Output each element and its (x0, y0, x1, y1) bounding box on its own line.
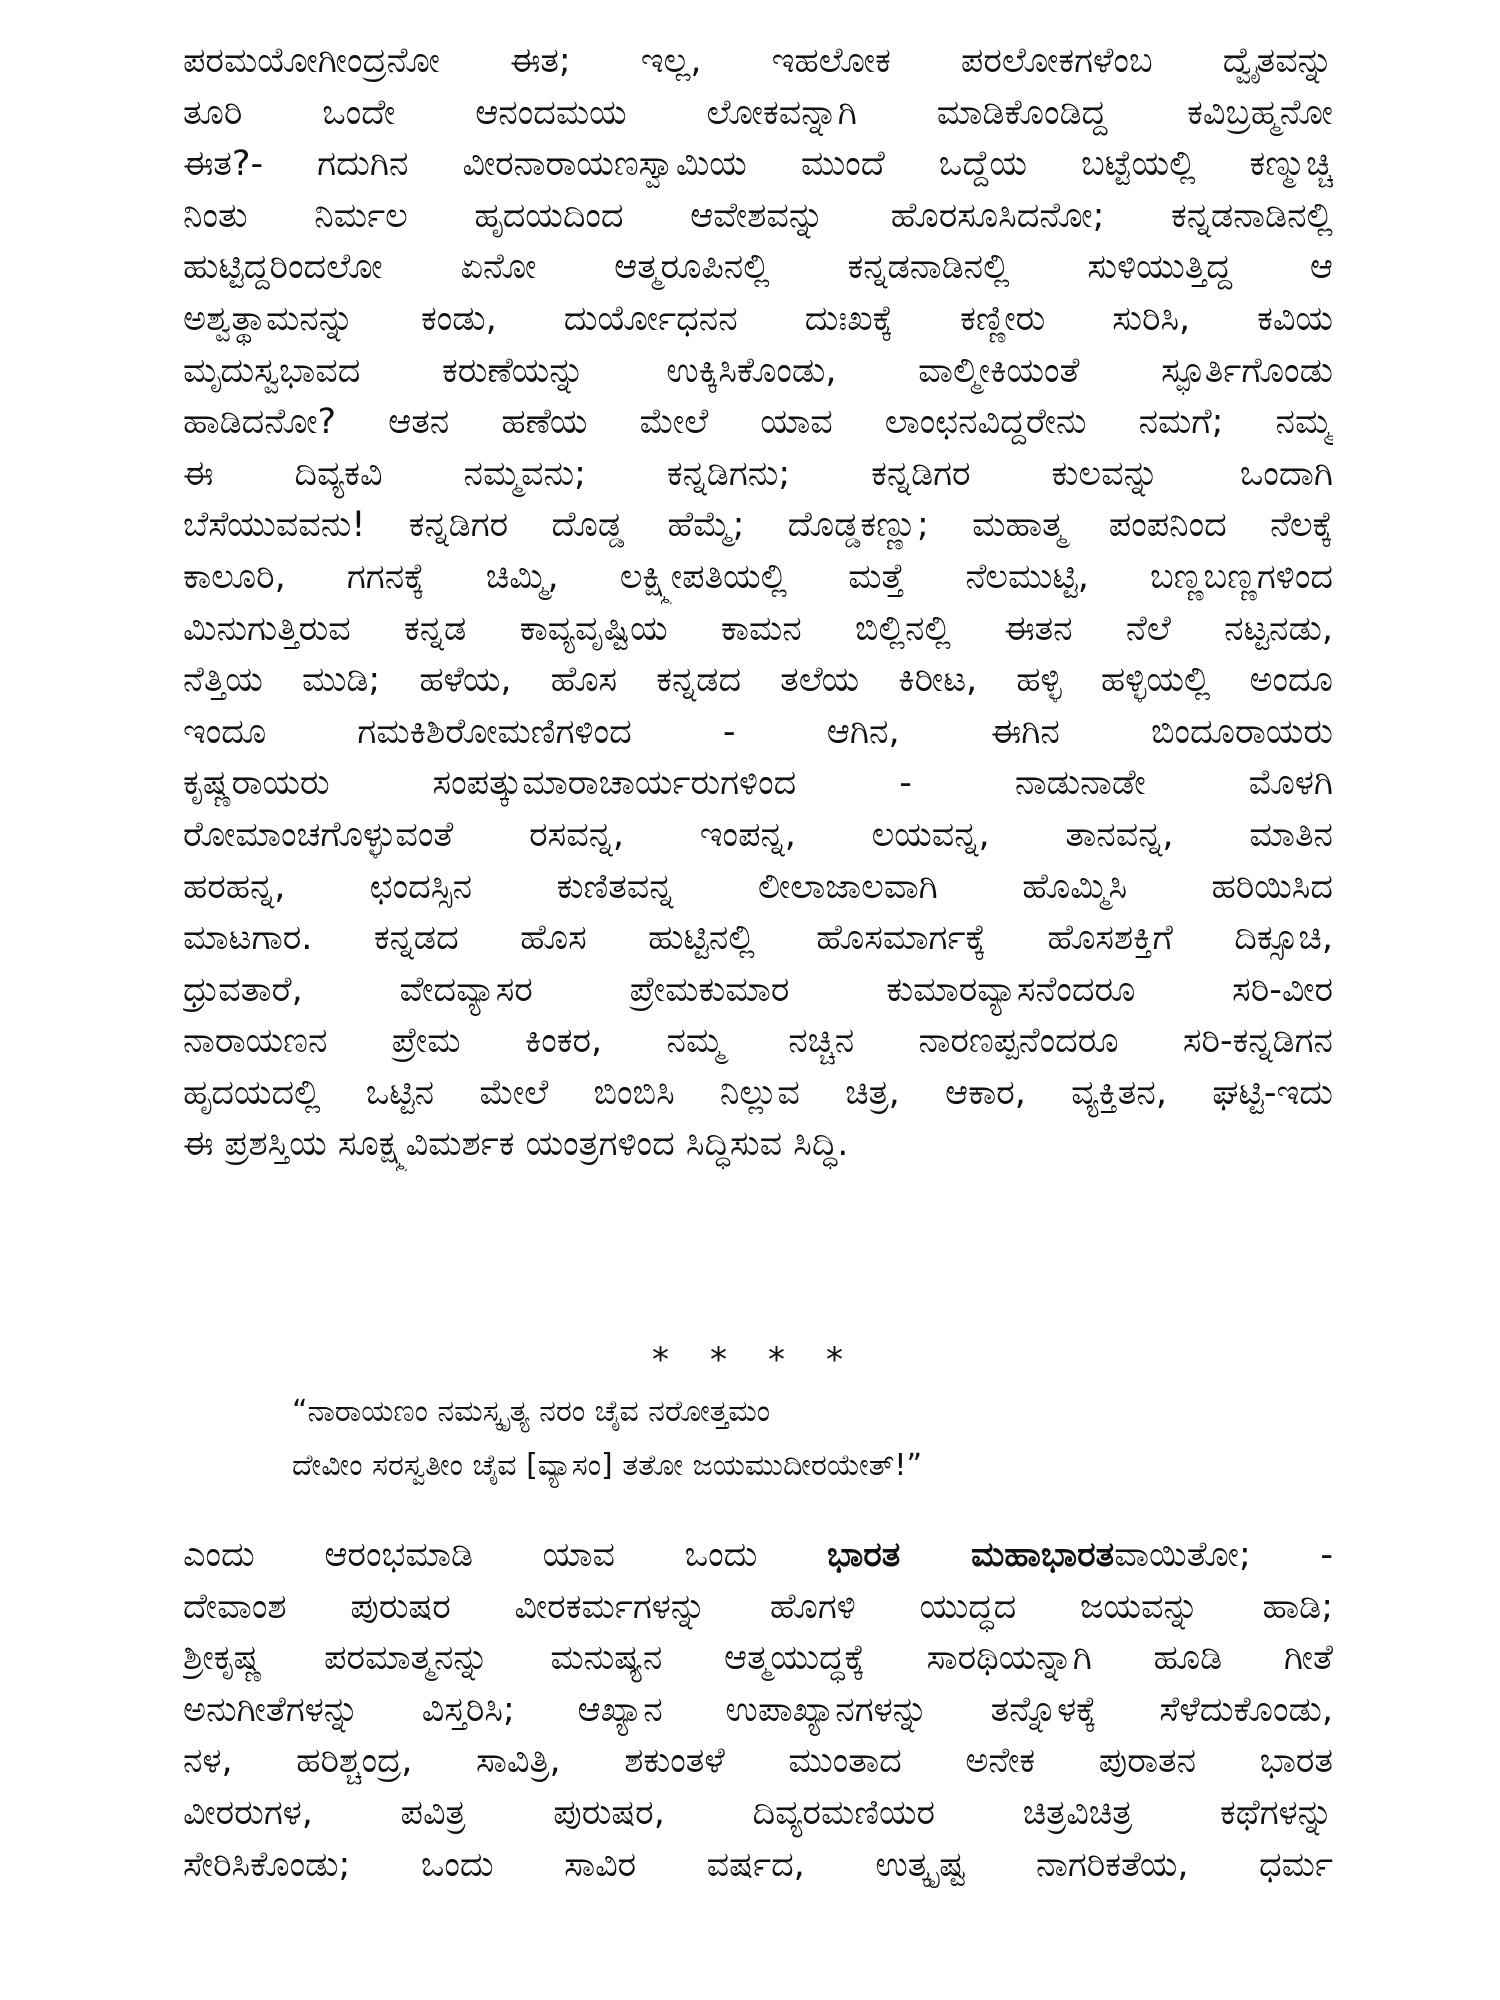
text-segment: ಎಂದು ಆರಂಭಮಾಡಿ ಯಾವ ಒಂದು (183, 1535, 758, 1575)
text-line: ಮಿನುಗುತ್ತಿರುವ ಕನ್ನಡ ಕಾವ್ಯವೃಷ್ಟಿಯ ಕಾಮನ ಬಿಲ್ಲಿನಲ್ಲಿ ಈತನ ನೆಲೆ ನಟ್ಟನಡು, (183, 608, 1333, 649)
text-line: ಹರಹನ್ನ, ಛಂದಸ್ಸಿನ ಕುಣಿತವನ್ನ ಲೀಲಾಜಾಲವಾಗಿ ಹೊಮ್ಮಿಸಿ ಹರಿಯಿಸಿದ (183, 866, 1333, 907)
text-line: ಬೆಸೆಯುವವನು! ಕನ್ನಡಿಗರ ದೊಡ್ಡ ಹೆಮ್ಮೆ; ದೊಡ್ಡಕಣ್ಣು; ಮಹಾತ್ಮ ಪಂಪನಿಂದ ನೆಲಕ್ಕೆ (183, 505, 1333, 546)
text-line: ನಳ, ಹರಿಶ್ಚಂದ್ರ, ಸಾವಿತ್ರಿ, ಶಕುಂತಳೆ ಮುಂತಾದ ಅನೇಕ ಪುರಾತನ ಭಾರತ (183, 1741, 1333, 1782)
text-line (183, 1530, 1333, 1582)
text-line: ಧ್ರುವತಾರೆ, ವೇದವ್ಯಾಸರ ಪ್ರೇಮಕುಮಾರ ಕುಮಾರವ್ಯಾಸನೆಂದರೂ ಸರಿ-ವೀರ (183, 969, 1333, 1010)
text-line: ಇಂದೂ ಗಮಕಿಶಿರೋಮಣಿಗಳಿಂದ - ಆಗಿನ, ಈಗಿನ ಬಿಂದೂರಾಯರು (183, 711, 1333, 752)
text-line: ಪರಮಯೋಗೀಂದ್ರನೋ ಈತ; ಇಲ್ಲ, ಇಹಲೋಕ ಪರಲೋಕಗಳೆಂಬ ದ್ವೈತವನ್ನು (183, 41, 1333, 81)
text-line: ಕಾಲೂರಿ, ಗಗನಕ್ಕೆ ಚಿಮ್ಮಿ, ಲಕ್ಷ್ಮೀಪತಿಯಲ್ಲಿ ಮತ್ತೆ ನೆಲಮುಟ್ಟಿ, ಬಣ್ಣಬಣ್ಣಗಳಿಂದ (183, 556, 1333, 597)
text-line: ಈ ದಿವ್ಯಕವಿ ನಮ್ಮವನು; ಕನ್ನಡಿಗನು; ಕನ್ನಡಿಗರ ಕುಲವನ್ನು ಒಂದಾಗಿ (183, 453, 1333, 494)
verse-line-2: ದೇವೀಂ ಸರಸ್ವತೀಂ ಚೈವ [ವ್ಯಾಸಂ] ತತೋ ಜಯಮುದೀರಯೇತ್!” (292, 1448, 922, 1483)
text-line: ಕೃಷ್ಣರಾಯರು ಸಂಪತ್ಕುಮಾರಾಚಾರ್ಯರುಗಳಿಂದ - ನಾಡುನಾಡೇ ಮೊಳಗಿ (183, 763, 1333, 804)
text-line: ವೀರರುಗಳ, ಪವಿತ್ರ ಪುರುಷರ, ದಿವ್ಯರಮಣಿಯರ ಚಿತ್ರವಿಚಿತ್ರ ಕಥೆಗಳನ್ನು (183, 1792, 1333, 1833)
separator-star: * (652, 1340, 669, 1380)
bold-title: ಭಾರತ ಮಹಾಭಾರತ (826, 1535, 1115, 1575)
text-line: ನಿಂತು ನಿರ್ಮಲ ಹೃದಯದಿಂದ ಆವೇಶವನ್ನು ಹೊರಸೂಸಿದನೋ; ಕನ್ನಡನಾಡಿನಲ್ಲಿ (183, 195, 1333, 236)
text-line: ತೂರಿ ಒಂದೇ ಆನಂದಮಯ ಲೋಕವನ್ನಾಗಿ ಮಾಡಿಕೊಂಡಿದ್ದ ಕವಿಬ್ರಹ್ಮನೋ (183, 92, 1333, 133)
text-line: ಈ ಪ್ರಶಸ್ತಿಯ ಸೂಕ್ಷ್ಮವಿಮರ್ಶಕ ಯಂತ್ರಗಳಿಂದ ಸಿದ್ಧಿಸುವ ಸಿದ್ಧಿ. (183, 1124, 849, 1165)
paragraph-2 (183, 1530, 1333, 1891)
text-line: ಹುಟ್ಟಿದ್ದರಿಂದಲೋ ಏನೋ ಆತ್ಮರೂಪಿನಲ್ಲಿ ಕನ್ನಡನಾಡಿನಲ್ಲಿ ಸುಳಿಯುತ್ತಿದ್ದ ಆ (183, 247, 1333, 288)
verse-line-1: “ನಾರಾಯಣಂ ನಮಸ್ಕೃತ್ಯ ನರಂ ಚೈವ ನರೋತ್ತಮಂ (292, 1394, 771, 1429)
separator-star: * (826, 1340, 843, 1380)
text-line: ಶ್ರೀಕೃಷ್ಣ ಪರಮಾತ್ಮನನ್ನು ಮನುಷ್ಯನ ಆತ್ಮಯುದ್ಧಕ್ಕೆ ಸಾರಥಿಯನ್ನಾಗಿ ಹೂಡಿ ಗೀತೆ (183, 1638, 1333, 1679)
text-segment: ವಾಯಿತೋ; - (1114, 1535, 1333, 1575)
text-line: ಹೃದಯದಲ್ಲಿ ಒಟ್ಟಿನ ಮೇಲೆ ಬಿಂಬಿಸಿ ನಿಲ್ಲುವ ಚಿತ್ರ, ಆಕಾರ, ವ್ಯಕ್ತಿತನ, ಘಟ್ಟಿ-ಇದು (183, 1072, 1333, 1113)
text-line: ಸೇರಿಸಿಕೊಂಡು; ಒಂದು ಸಾವಿರ ವರ್ಷದ, ಉತ್ಕೃಷ್ಟ ನಾಗರಿಕತೆಯ, ಧರ್ಮ (183, 1844, 1333, 1885)
text-line: ಅನುಗೀತೆಗಳನ್ನು ವಿಸ್ತರಿಸಿ; ಆಖ್ಯಾನ ಉಪಾಖ್ಯಾನಗಳನ್ನು ತನ್ನೊಳಕ್ಕೆ ಸೆಳೆದುಕೊಂಡು, (183, 1689, 1333, 1730)
text-line: ಮೃದುಸ್ವಭಾವದ ಕರುಣೆಯನ್ನು ಉಕ್ಕಿಸಿಕೊಂಡು, ವಾಲ್ಮೀಕಿಯಂತೆ ಸ್ಫೂರ್ತಿಗೊಂಡು (183, 350, 1333, 391)
text-line: ರೋಮಾಂಚಗೊಳ್ಳುವಂತೆ ರಸವನ್ನ, ಇಂಪನ್ನ, ಲಯವನ್ನ, ತಾನವನ್ನ, ಮಾತಿನ (183, 814, 1333, 855)
text-line: ಮಾಟಗಾರ. ಕನ್ನಡದ ಹೊಸ ಹುಟ್ಟಿನಲ್ಲಿ ಹೊಸಮಾರ್ಗಕ್ಕೆ ಹೊಸಶಕ್ತಿಗೆ ದಿಕ್ಸೂಚಿ, (183, 918, 1333, 959)
separator-star: * (768, 1340, 785, 1380)
text-line: ನೆತ್ತಿಯ ಮುಡಿ; ಹಳೆಯ, ಹೊಸ ಕನ್ನಡದ ತಲೆಯ ಕಿರೀಟ, ಹಳ್ಳಿ ಹಳ್ಳಿಯಲ್ಲಿ ಅಂದೂ (183, 660, 1333, 701)
paragraph-1 (183, 36, 1333, 1171)
text-line: ಈತ?- ಗದುಗಿನ ವೀರನಾರಾಯಣಸ್ವಾಮಿಯ ಮುಂದೆ ಒದ್ದೆಯ ಬಟ್ಟೆಯಲ್ಲಿ ಕಣ್ಮುಚ್ಚಿ (183, 144, 1333, 185)
text-line: ನಾರಾಯಣನ ಪ್ರೇಮ ಕಿಂಕರ, ನಮ್ಮ ನಚ್ಚಿನ ನಾರಣಪ್ಪನೆಂದರೂ ಸರಿ-ಕನ್ನಡಿಗನ (183, 1021, 1333, 1062)
separator-star: * (710, 1340, 727, 1380)
text-line: ಅಶ್ವತ್ಥಾಮನನ್ನು ಕಂಡು, ದುರ್ಯೋಧನನ ದುಃಖಕ್ಕೆ ಕಣ್ಣೀರು ಸುರಿಸಿ, ಕವಿಯ (183, 298, 1333, 339)
text-line: ದೇವಾಂಶ ಪುರುಷರ ವೀರಕರ್ಮಗಳನ್ನು ಹೊಗಳಿ ಯುದ್ಧದ ಜಯವನ್ನು ಹಾಡಿ; (183, 1586, 1333, 1627)
text-line: ಹಾಡಿದನೋ? ಆತನ ಹಣೆಯ ಮೇಲೆ ಯಾವ ಲಾಂಛನವಿದ್ದರೇನು ನಮಗೆ; ನಮ್ಮ (183, 402, 1333, 443)
